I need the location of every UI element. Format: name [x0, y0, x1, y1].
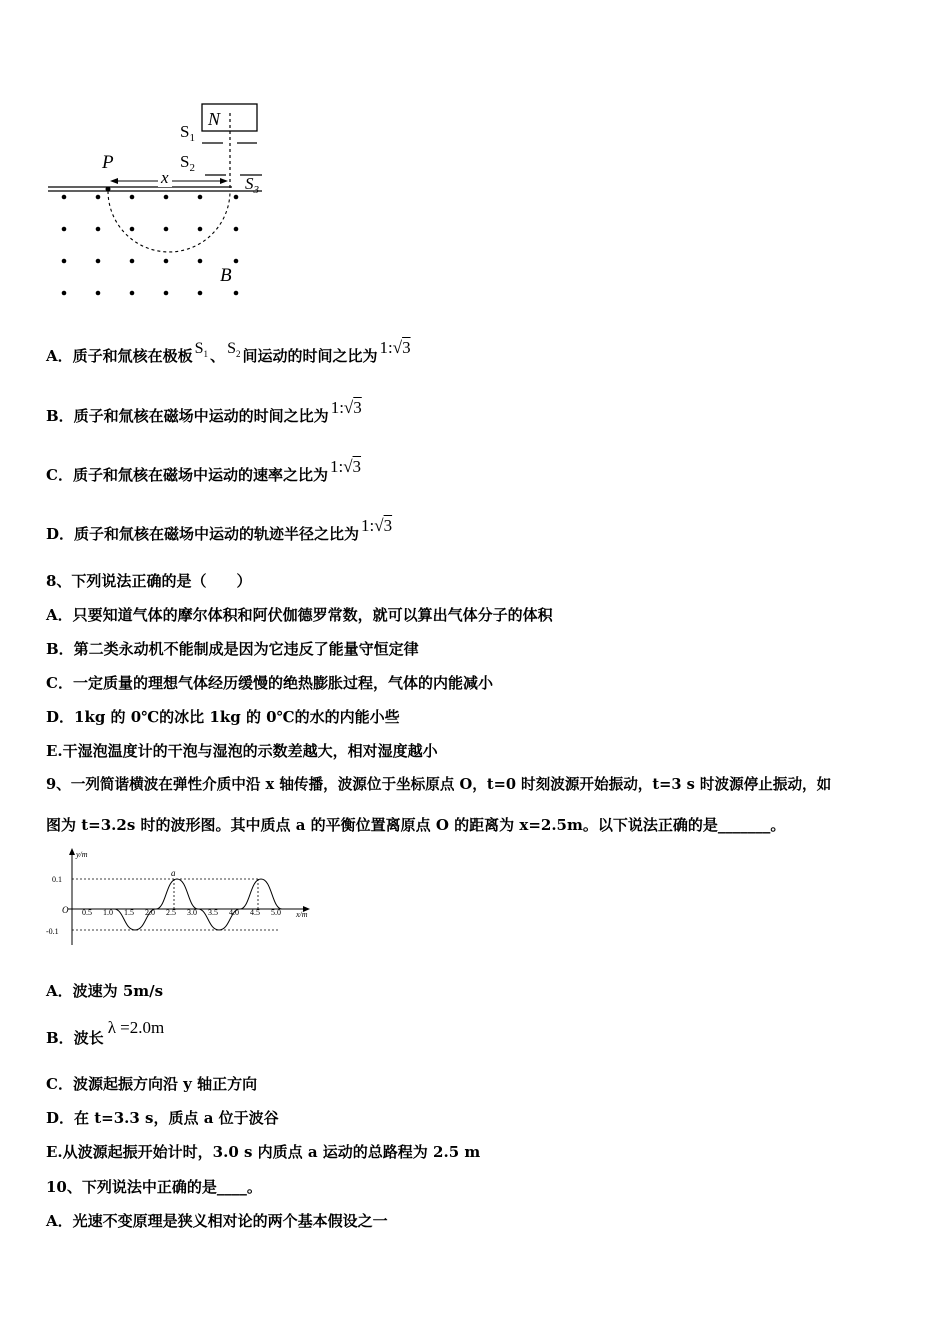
label-b: B	[220, 265, 232, 286]
label-x: x	[161, 168, 169, 187]
q9-stem-line2: 图为 t=3.2s 时的波形图。其中质点 a 的平衡位置离原点 O 的距离为 x=2.5m。以下说法正确的是_______。	[46, 816, 786, 834]
y-tick-pos: 0.1	[52, 875, 62, 884]
q9-option-a: A．波速为 5m/s	[46, 982, 164, 1000]
q8-stem: 8、下列说法正确的是（ ）	[46, 572, 252, 590]
wave-graph	[44, 845, 319, 950]
q9-option-e: E.从波源起振开始计时，3.0 s 内质点 a 运动的总路程为 2.5 m	[46, 1143, 481, 1161]
field-dots	[62, 195, 239, 296]
x-tick: 4.5	[250, 908, 260, 917]
trajectory-arc	[108, 191, 230, 252]
label-p: P	[102, 152, 114, 173]
x-tick: 2.0	[145, 908, 155, 917]
q9-option-b: B．波长λ =2.0m	[46, 1018, 165, 1047]
y-axis-label: y/m	[76, 850, 88, 859]
q7-option-b: B．质子和氚核在磁场中运动的时间之比为 1:√3	[46, 398, 362, 425]
x-tick: 1.5	[124, 908, 134, 917]
q9-option-d: D．在 t=3.3 s，质点 a 位于波谷	[46, 1109, 279, 1127]
x-tick: 2.5	[166, 908, 176, 917]
q8-option-d: D．1kg 的 0℃的冰比 1kg 的 0℃的水的内能小些	[46, 708, 400, 726]
x-tick: 0.5	[82, 908, 92, 917]
x-tick: 3.5	[208, 908, 218, 917]
label-n: N	[208, 109, 221, 129]
waveform	[114, 879, 282, 930]
q8-option-c: C．一定质量的理想气体经历缓慢的绝热膨胀过程，气体的内能减小	[46, 674, 493, 692]
x-tick: 5.0	[271, 908, 281, 917]
x-tick: 3.0	[187, 908, 197, 917]
figure-magnetic-field	[40, 95, 280, 310]
q10-stem: 10、下列说法中正确的是____。	[46, 1178, 262, 1196]
q7-option-a: A．质子和氚核在极板 $S_1$ 、 $S_2$ 间运动的时间之比为 1:√3	[46, 338, 411, 365]
x-tick: 1.0	[103, 908, 113, 917]
q8-option-e: E.干湿泡温度计的干泡与湿泡的示数差越大，相对湿度越小	[46, 742, 438, 760]
label-s2: $S_2$	[180, 152, 195, 174]
q9-stem-line1: 9、一列简谐横波在弹性介质中沿 x 轴传播，波源位于坐标原点 O，t=0 时刻波源开始振动，t=3 s 时波源停止振动，如	[46, 776, 832, 793]
y-tick-neg: -0.1	[46, 927, 59, 936]
origin-label: O	[62, 905, 69, 915]
label-s1: $S_1$	[180, 122, 195, 144]
label-s3: $S_3$	[245, 174, 259, 196]
q7-option-d: D．质子和氚核在磁场中运动的轨迹半径之比为 1:√3	[46, 516, 393, 543]
q10-option-a: A．光速不变原理是狭义相对论的两个基本假设之一	[46, 1212, 388, 1230]
q8-option-a: A．只要知道气体的摩尔体积和阿伏伽德罗常数，就可以算出气体分子的体积	[46, 606, 553, 624]
x-tick: 4.0	[229, 908, 239, 917]
point-a-label: a	[171, 868, 176, 878]
q8-option-b: B．第二类永动机不能制成是因为它违反了能量守恒定律	[46, 640, 419, 658]
q7-option-c: C．质子和氚核在磁场中运动的速率之比为 1:√3	[46, 457, 362, 484]
q9-option-c: C．波源起振方向沿 y 轴正方向	[46, 1075, 258, 1093]
x-axis-label: x/m	[296, 910, 308, 919]
